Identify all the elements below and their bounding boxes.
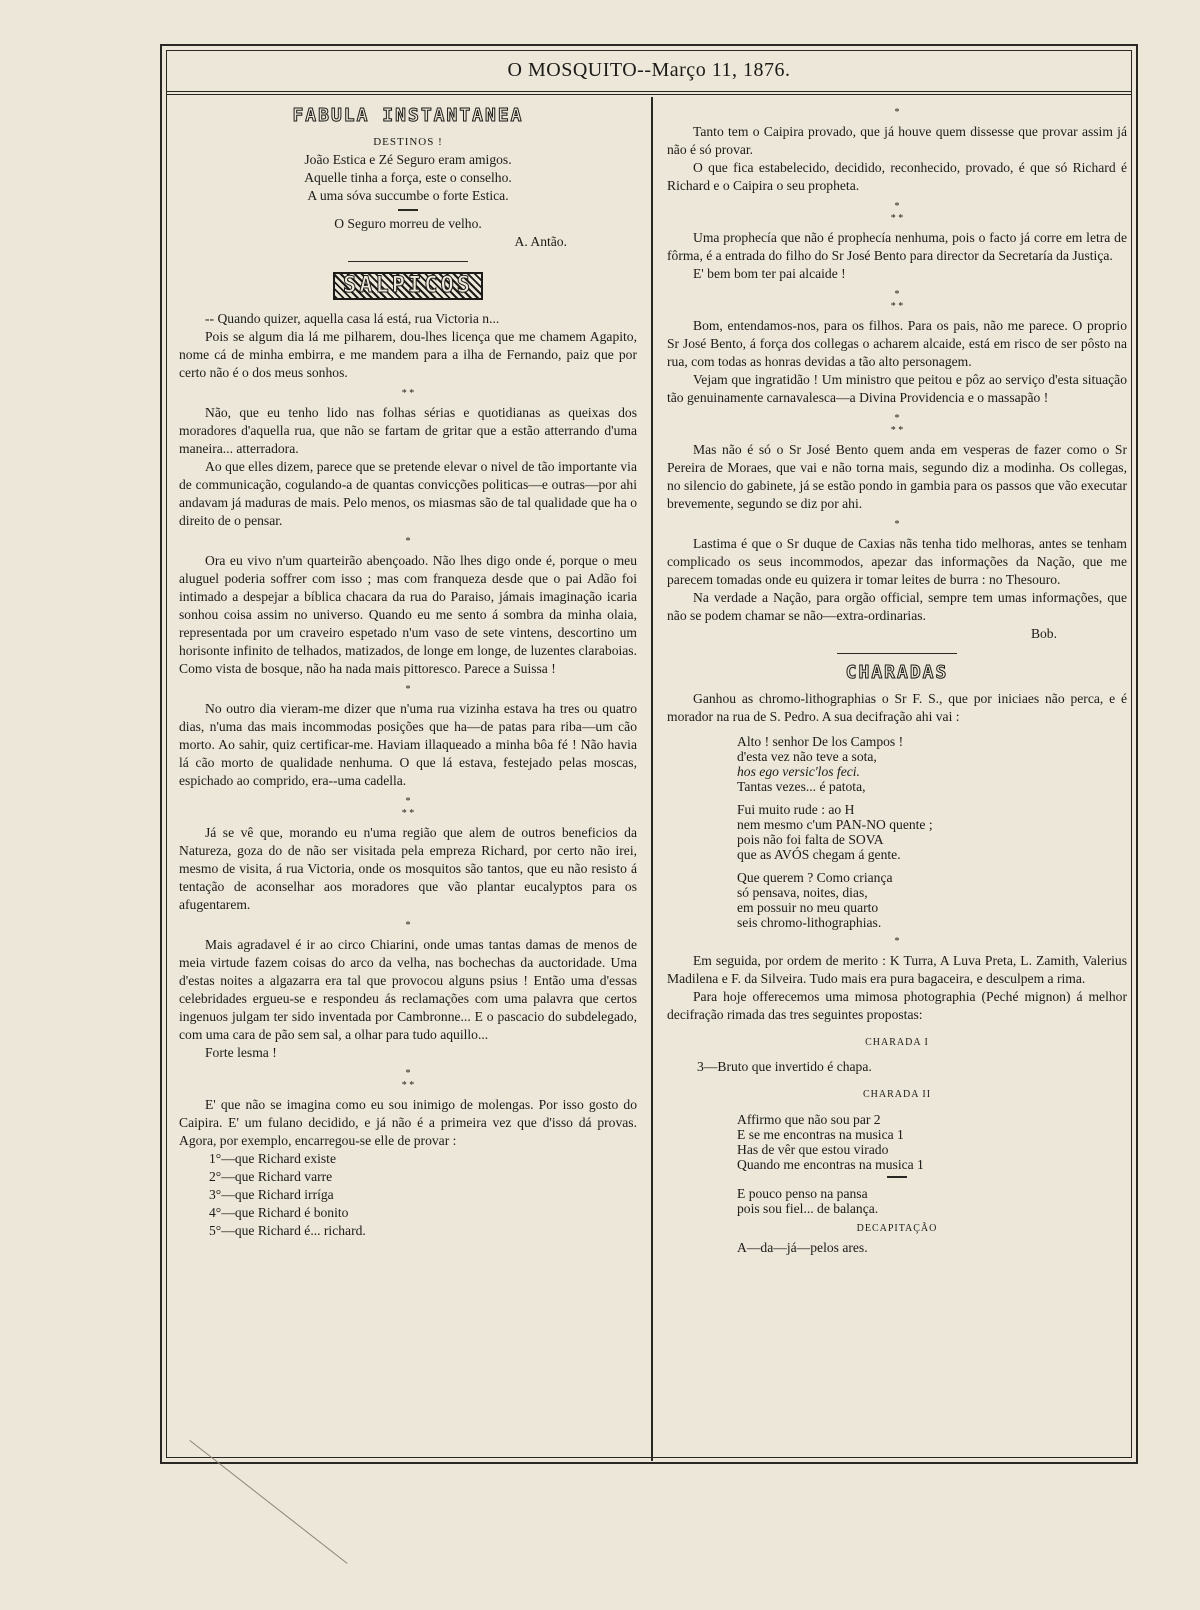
charada-stanza — [667, 1112, 1127, 1172]
section-rule — [837, 653, 957, 654]
list-item: 4°—que Richard é bonito — [209, 1205, 349, 1220]
poem-line: que as AVÓS chegam á gente. — [737, 847, 901, 862]
poem-stanza — [667, 870, 1127, 930]
poem-stanza — [667, 734, 1127, 794]
asterism-icon: * — [894, 936, 900, 947]
paragraph: Já se vê que, morando eu n'uma região que alem de outros beneficios da Natureza, goza do de não ser visitada pela empreza Richard, por certo não irei, mesmo de visita, á rua Victoria, onde os mosquitos são tantos, que eu não resisto á tentação de aconselhar aos moradores que vão plantar eucalyptos para os afugentarem. — [179, 825, 637, 912]
charada-label: CHARADA II — [862, 1089, 932, 1100]
charada-stanza — [667, 1186, 1127, 1216]
poem-line: seis chromo-lithographias. — [737, 915, 882, 930]
paragraph: Na verdade a Nação, para orgão official, sempre tem umas informações, que não se podem chamar se não—extra-ordinarias. — [667, 590, 1127, 623]
poem-line: Que querem ? Como criança — [737, 870, 893, 885]
decapitacao-text: A—da—já—pelos ares. — [737, 1240, 868, 1255]
list-item: 3°—que Richard irríga — [209, 1187, 334, 1202]
paragraph: Não, que eu tenho lido nas folhas sérias e quotidianas as queixas dos moradores d'aquella rua, que não se fartam de gritar que a estão atterrando d'uma maneira... atterradora. — [179, 405, 637, 456]
paragraph: Forte lesma ! — [205, 1045, 277, 1060]
asterism-icon: * * * — [890, 201, 904, 224]
asterism-icon: * * * — [401, 796, 415, 819]
charadas-title: CHARADAS — [845, 662, 949, 683]
fabula-title: FABULA INSTANTANEA — [292, 105, 524, 126]
page-frame — [166, 50, 1132, 1458]
asterism-icon: * — [894, 519, 900, 530]
paragraph: Para hoje offerecemos uma mimosa photographia (Peché mignon) á melhor decifração rimada das tres seguintes propostas: — [667, 989, 1127, 1022]
asterism-icon: * — [405, 920, 411, 931]
poem-stanza — [667, 802, 1127, 862]
poem-line: Quando me encontras na musica 1 — [737, 1157, 924, 1172]
poem-line: pois sou fiel... de balança. — [737, 1201, 879, 1216]
paragraph: Bom, entendamos-nos, para os filhos. Para os pais, não me parece. O proprio Sr José Bento, á força dos collegas o acharem alcaide, está em risco de ser pôsto na rua, com todas as honras devidas a tão alto personagem. — [667, 318, 1127, 369]
poem-line: Alto ! senhor De los Campos ! — [737, 734, 904, 749]
poem-line: E se me encontras na musica 1 — [737, 1127, 904, 1142]
paragraph: Ao que elles dizem, parece que se pretende elevar o nivel de tão importante via de communicação, cogulando-a de quantas convicções politicas—e outras—por ahi andavam já maduras de mais. Pelo menos, os miasmas são de tal qualidade que ha o direito de o pensar. — [179, 459, 637, 528]
poem-line: E pouco penso na pansa — [737, 1186, 868, 1201]
right-column — [667, 101, 1127, 1255]
paragraph: -- Quando quizer, aquella casa lá está, rua Victoria n... — [205, 311, 500, 326]
paragraph: Pois se algum dia lá me pilharem, dou-lhes licença que me chamem Agapito, nome cá de minha embirra, e me mandem para a ilha de Fernando, paiz que por certo não é o dos meus sonhos. — [179, 329, 637, 380]
short-dash — [887, 1176, 907, 1178]
column-divider — [651, 97, 653, 1461]
asterism-icon: * — [405, 536, 411, 547]
fabula-end: O Seguro morreu de velho. — [334, 216, 482, 231]
asterism-icon: * * * — [890, 413, 904, 436]
charada-label: CHARADA I — [865, 1037, 929, 1048]
asterism-icon: * — [405, 684, 411, 695]
paragraph: O que fica estabelecido, decidido, reconhecido, provado, é que só Richard é Richard e o Caipira o seu propheta. — [667, 160, 1127, 193]
section-rule — [348, 261, 468, 262]
list-item: 2°—que Richard varre — [209, 1169, 333, 1184]
charada-text: 3—Bruto que invertido é chapa. — [697, 1059, 872, 1074]
header-rule — [167, 91, 1131, 92]
poem-line: Fui muito rude : ao H — [737, 802, 855, 817]
paragraph: Ganhou as chromo-lithographias o Sr F. S., que por iniciaes não perca, e é morador na rua de S. Pedro. A sua decifração ahi vai : — [667, 691, 1127, 724]
list-item: 5°—que Richard é... richard. — [209, 1223, 366, 1238]
paragraph: Em seguida, por ordem de merito : K Turra, A Luva Preta, L. Zamith, Valerius Madilena e F. da Silveira. Tudo mais era pura bagaceira, e desculpem a rima. — [667, 953, 1127, 986]
poem-line: em possuir no meu quarto — [737, 900, 879, 915]
page-header: O MOSQUITO--Março 11, 1876. — [507, 59, 791, 81]
signature: Bob. — [1030, 626, 1057, 641]
left-column — [179, 101, 637, 1240]
paragraph: E' bem bom ter pai alcaide ! — [693, 266, 846, 281]
list-item: 1°—que Richard existe — [209, 1151, 336, 1166]
header-rule-double — [167, 94, 1131, 95]
asterism-icon: * * * — [890, 289, 904, 312]
paragraph: Mas não é só o Sr José Bento quem anda em vesperas de fazer como o Sr Pereira de Moraes, que vai e não torna mais, segundo diz a modinha. Os collegas, no silencio do gabinete, já se estão pondo in gambia para os passos que vão executar brevemente, segundo se diz por ahi. — [667, 442, 1127, 511]
paragraph: Lastima é que o Sr duque de Caxias nãs tenha tido melhoras, antes se tenham complicado os seus incommodos, apezar das informações da Nação, que me parecem tomadas onde eu quizera ir tomar leites de burra : no Thesouro. — [667, 536, 1127, 587]
short-dash — [398, 209, 418, 211]
paragraph: Ora eu vivo n'um quarteirão abençoado. Não lhes digo onde é, porque o meu aluguel poderia soffrer com isso ; mas com franqueza desde que o pai Adão foi intimado a despejar a bíblica chacara da rua do Paraiso, jámais imaginação icaria sonhou coisa assim no universo. Quando eu me sento á sombra da minha olaia, representada por um craveiro espetado n'um vaso de sete vintens, descortino um horisonte infinito de telhados, matizados, de longe em longe, de luzentes claraboias. Como vista de bosque, não ha nada mais pittoresco. Parece a Suissa ! — [179, 553, 637, 676]
poem-line: Tantas vezes... é patota, — [737, 779, 866, 794]
fabula-line: João Estica e Zé Seguro eram amigos. — [304, 152, 512, 167]
paragraph: Vejam que ingratidão ! Um ministro que peitou e pôz ao serviço d'esta situação tão genuinamente carnavalesca—a Divina Providencia e o massapão ! — [667, 372, 1127, 405]
poem-line: pois não foi falta de SOVA — [737, 832, 884, 847]
poem-line: Affirmo que não sou par 2 — [737, 1112, 881, 1127]
paragraph: Mais agradavel é ir ao circo Chiarini, onde umas tantas damas de menos de meia virtude fazem coisas do arco da velha, nas bochechas da auctoridade. Uma d'estas noites a algazarra era tal que provocou alguns psius ! Então uma d'essas celebridades ergueu-se e respondeu ás reclamações com uma palavra que certos ingenuos julgam ter sido inventada por Cambronne... E o pascacio do subdelegado, com uma cara de pão sem sal, a olhar para tudo aquillo... — [179, 937, 637, 1042]
poem-line: hos ego versic'los feci. — [737, 764, 860, 779]
poem-line: nem mesmo c'um PAN-NO quente ; — [737, 817, 933, 832]
decapitacao-label: DECAPITAÇÃO — [856, 1223, 938, 1234]
fabula-line: A uma sóva succumbe o forte Estica. — [307, 188, 509, 203]
poem-line: d'esta vez não teve a sota, — [737, 749, 877, 764]
poem-line: só pensava, noites, dias, — [737, 885, 868, 900]
asterism-icon: * — [894, 107, 900, 118]
fabula-line: Aquelle tinha a força, este o conselho. — [304, 170, 512, 185]
paragraph: E' que não se imagina como eu sou inimigo de molengas. Por isso gosto do Caipira. E' um fulano decidido, e já não é a primeira vez que d'isso dá provas. Agora, por exemplo, encarregou-se elle de provar : — [179, 1097, 637, 1148]
paragraph: Tanto tem o Caipira provado, que já houve quem dissesse que provar assim já não é só provar. — [667, 124, 1127, 157]
salpicos-title: SALPICOS — [333, 272, 483, 300]
asterism-icon: * * — [401, 388, 415, 399]
paragraph: Uma prophecía que não é prophecía nenhuma, pois o facto já corre em letra de fôrma, é a entrada do filho do Sr José Bento para director da Secretaría da Justiça. — [667, 230, 1127, 263]
asterism-icon: * * * — [401, 1068, 415, 1091]
fabula-author: A. Antão. — [514, 234, 567, 249]
newspaper-page — [160, 44, 1138, 1464]
poem-line: Has de vêr que estou virado — [737, 1142, 889, 1157]
fabula-subtitle: DESTINOS ! — [373, 136, 443, 148]
paragraph: No outro dia vieram-me dizer que n'uma rua vizinha estava ha tres ou quatro dias, n'uma das mais incommodas posições que ha—de patas para riba—um cão morto. Ao sahir, quiz certificar-me. Haviam illaqueado a minha bôa fé ! Não havia lá cão morto de qualidade nenhuma. O que lá estava, festejado pelas moscas, espichado ao comprido, era--uma cadella. — [179, 701, 637, 788]
